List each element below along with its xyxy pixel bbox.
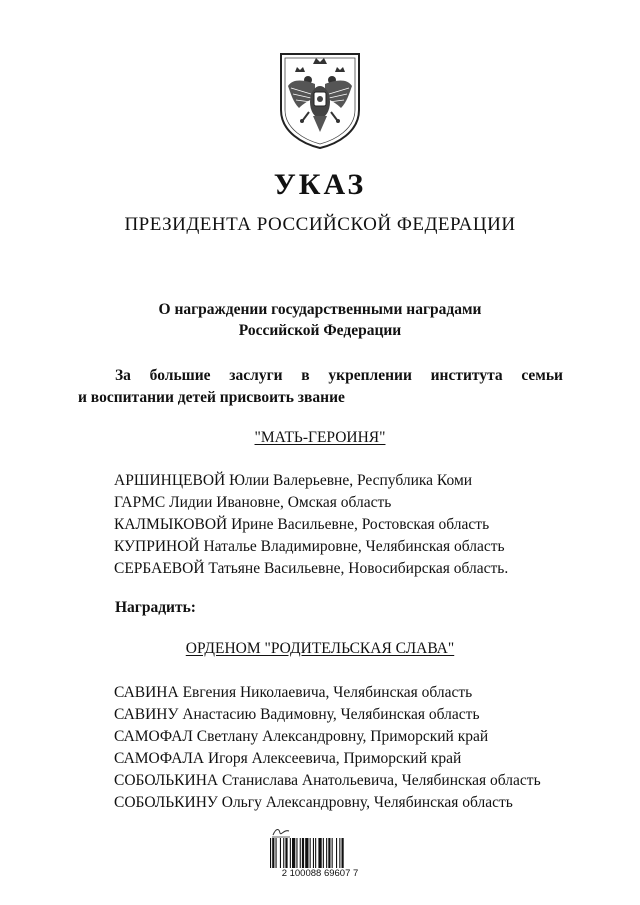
preamble-line-1: За большие заслуги в укреплении института семьи [115,367,563,384]
parental-glory-recipient-list [114,682,541,814]
recipient-details: Татьяне Васильевне, Новосибирская область. [204,560,509,577]
recipient-details: Станислава Анатольевича, Челябинская область [218,772,541,789]
list-item [114,470,508,492]
recipient-surname: САМОФАЛ [114,728,193,745]
list-item [114,514,508,536]
russian-coat-of-arms-icon [275,50,365,150]
award-title-mother-heroine: "МАТЬ-ГЕРОИНЯ" [254,429,386,446]
recipient-details: Евгения Николаевича, Челябинская область [178,684,473,701]
heading-line-1: О награждении государственными наградами [158,301,482,318]
list-item [114,792,541,814]
recipient-details: Ольгу Александровну, Челябинская область [217,794,513,811]
recipient-surname: СОБОЛЬКИНУ [114,794,218,811]
recipient-surname: САВИНА [114,684,179,701]
barcode-number: 2 100088 69607 7 [281,868,359,879]
recipient-details: Лидии Ивановне, Омская область [165,494,392,511]
award-title-parental-glory: ОРДЕНОМ "РОДИТЕЛЬСКАЯ СЛАВА" [185,640,455,657]
mother-heroine-recipient-list [114,470,508,580]
list-item [114,748,541,770]
list-item [114,536,508,558]
recipient-surname: СОБОЛЬКИНА [114,772,219,789]
heading-line-2: Российской Федерации [238,322,402,339]
preamble-line-2: и воспитании детей присвоить звание [78,389,345,406]
barcode-icon [268,838,372,871]
recipient-surname: АРШИНЦЕВОЙ [114,472,226,489]
recipient-surname: КАЛМЫКОВОЙ [114,516,228,533]
list-item [114,492,508,514]
list-item [114,726,541,748]
list-item [114,682,541,704]
award-instruction: Наградить: [115,599,196,616]
recipient-details: Анастасию Вадимовну, Челябинская область [178,706,480,723]
recipient-surname: ГАРМС [114,494,166,511]
list-item [114,770,541,792]
recipient-surname: СЕРБАЕВОЙ [114,560,205,577]
recipient-details: Наталье Владимировне, Челябинская область [199,538,505,555]
recipient-surname: КУПРИНОЙ [114,538,200,555]
recipient-details: Ирине Васильевне, Ростовская область [227,516,490,533]
recipient-surname: САМОФАЛА [114,750,205,767]
signature-mark-icon [271,826,291,838]
list-item [114,558,508,580]
decree-title: УКАЗ [273,168,367,201]
recipient-details: Светлану Александровну, Приморский край [192,728,489,745]
decree-subtitle: ПРЕЗИДЕНТА РОССИЙСКОЙ ФЕДЕРАЦИИ [124,214,516,235]
recipient-details: Юлии Валерьевне, Республика Коми [225,472,473,489]
decree-heading [0,299,640,341]
recipient-details: Игоря Алексеевича, Приморский край [204,750,462,767]
recipient-surname: САВИНУ [114,706,179,723]
list-item [114,704,541,726]
